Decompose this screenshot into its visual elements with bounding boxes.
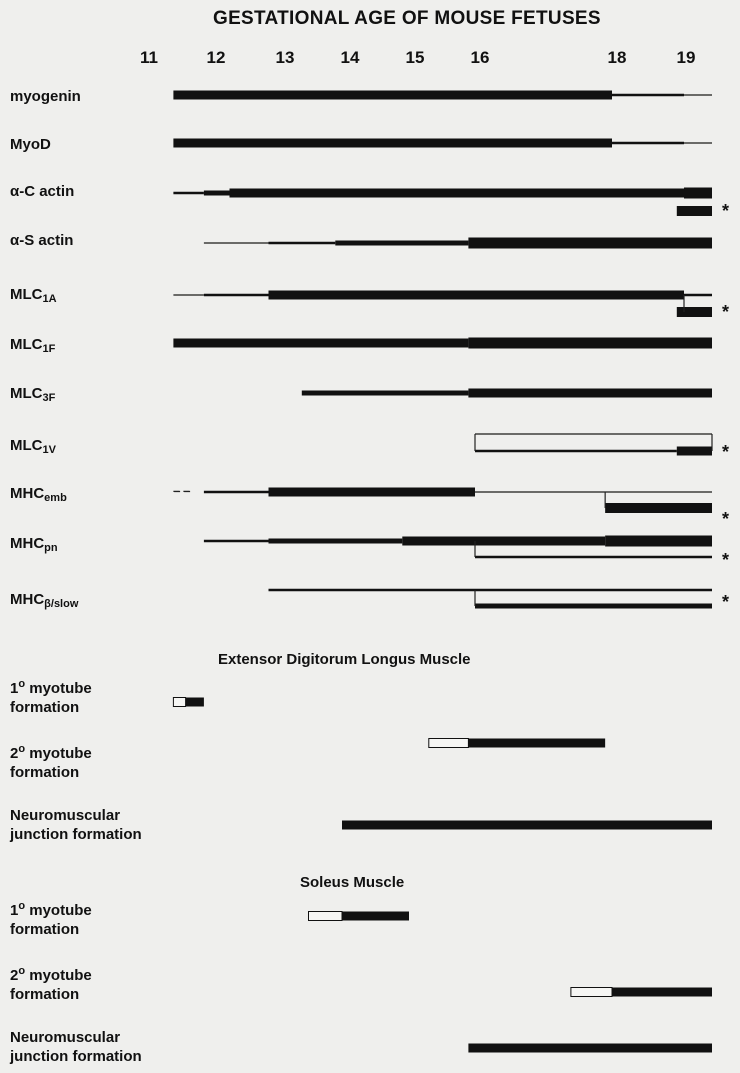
event-label-edl-nmj: Neuromuscular junction formation — [10, 807, 142, 843]
bar-segment-2-1 — [204, 191, 230, 196]
bar-segment-5-2 — [269, 291, 685, 300]
gene-label-myogenin: myogenin — [10, 88, 81, 105]
bar-segment-16-0 — [475, 604, 712, 609]
bar-segment-4-3 — [468, 238, 712, 249]
bar-segment-0-0 — [173, 91, 612, 100]
event-label-soleus-primary: 1$^o$ myotube formation — [10, 900, 92, 938]
bar-segment-20-1 — [342, 912, 409, 921]
section-title-edl: Extensor Digitorum Longus Muscle — [218, 651, 471, 668]
event-label-soleus-nmj: Neuromuscular junction formation — [10, 1029, 142, 1065]
bar-segment-2-2 — [230, 189, 685, 198]
bar-segment-2-3 — [684, 188, 712, 199]
event-label-edl-secondary: 2$^o$ myotube formation — [10, 743, 92, 781]
bar-segment-10-1 — [677, 447, 712, 456]
asterisk-mhc-slow: * — [722, 592, 730, 612]
bar-segment-20-0 — [309, 912, 343, 921]
bar-segment-8-0 — [302, 391, 469, 396]
gene-label-mlc3f: $MLC_{3F}$ — [10, 385, 56, 404]
bar-segment-7-1 — [230, 339, 469, 348]
bar-segment-3-0 — [677, 206, 712, 216]
bar-segment-4-1 — [269, 242, 336, 245]
bar-segment-13-1 — [269, 539, 403, 544]
tick-label-19: 19 — [676, 48, 696, 67]
bar-segment-13-3 — [605, 536, 712, 547]
bar-segment-11-3 — [475, 491, 712, 492]
tick-label-16: 16 — [470, 48, 490, 67]
asterisk-mlc1v: * — [722, 442, 730, 462]
asterisk-mhcpn: * — [722, 550, 730, 570]
bar-segment-5-3 — [684, 294, 712, 297]
bar-segment-8-1 — [468, 389, 712, 398]
bar-segment-5-0 — [173, 294, 204, 295]
bar-segment-21-0 — [571, 988, 612, 997]
bar-segment-18-1 — [468, 739, 605, 748]
gene-label-mhcpn: $MHC_{pn}$ — [10, 535, 58, 554]
bar-segment-14-0 — [475, 556, 712, 559]
event-label-soleus-secondary: 2$^o$ myotube formation — [10, 965, 92, 1003]
asterisk-mhcemb: * — [722, 509, 730, 529]
bar-segment-1-2 — [684, 142, 712, 143]
gene-label-myod: MyoD — [10, 136, 51, 153]
timeline-bars — [173, 91, 712, 1053]
bar-segment-4-0 — [204, 242, 269, 243]
gene-label-ac-actin: α-C actin — [10, 183, 75, 200]
gene-label-mlc1a: $MLC_{1A}$ — [10, 286, 57, 305]
tick-label-18: 18 — [607, 48, 627, 67]
gene-label-mhc-slow: $MHC_{\beta/slow}$ — [10, 591, 79, 610]
bar-segment-12-0 — [605, 503, 712, 513]
bar-segment-13-2 — [402, 537, 605, 546]
bar-segment-17-0 — [173, 698, 185, 707]
bar-segment-7-0 — [173, 339, 229, 348]
section-title-soleus: Soleus Muscle — [300, 874, 405, 891]
gene-label-mlc1f: $MLC_{1F}$ — [10, 336, 56, 355]
bar-segment-18-0 — [429, 739, 469, 748]
tick-label-14: 14 — [340, 48, 360, 67]
gene-label-mlc1v: $MLC_{1V}$ — [10, 437, 56, 456]
bar-segment-2-0 — [173, 192, 204, 195]
tick-label-13: 13 — [275, 48, 295, 67]
bar-segment-22-0 — [468, 1044, 712, 1053]
gene-label-as-actin: α-S actin — [10, 232, 74, 249]
tick-label-12: 12 — [206, 48, 226, 67]
bar-segment-21-1 — [612, 988, 712, 997]
asterisk-ac-actin: * — [722, 201, 730, 221]
event-label-edl-primary: 1$^o$ myotube formation — [10, 678, 92, 716]
gene-label-mhcemb: $MHC_{emb}$ — [10, 485, 67, 504]
bar-segment-19-0 — [342, 821, 712, 830]
bar-segment-10-0 — [475, 450, 677, 453]
chart-title: GESTATIONAL AGE OF MOUSE FETUSES — [213, 8, 601, 29]
bar-segment-0-2 — [684, 94, 712, 95]
bar-segment-9-0 — [475, 433, 712, 434]
bar-segment-11-2 — [269, 488, 476, 497]
bar-segment-1-1 — [612, 142, 684, 145]
tick-label-15: 15 — [405, 48, 425, 67]
bar-segment-5-1 — [204, 294, 269, 297]
bar-segment-1-0 — [173, 139, 612, 148]
bar-segment-15-0 — [269, 589, 713, 592]
bar-segment-4-2 — [335, 241, 468, 246]
bar-segment-7-2 — [468, 338, 712, 349]
bar-segment-13-0 — [204, 540, 269, 543]
tick-label-11: 11 — [140, 48, 158, 67]
asterisk-mlc1a: * — [722, 302, 730, 322]
bar-segment-6-0 — [677, 307, 712, 317]
bar-segment-0-1 — [612, 94, 684, 97]
bar-segment-17-1 — [186, 698, 204, 707]
bar-segment-11-1 — [204, 491, 269, 494]
